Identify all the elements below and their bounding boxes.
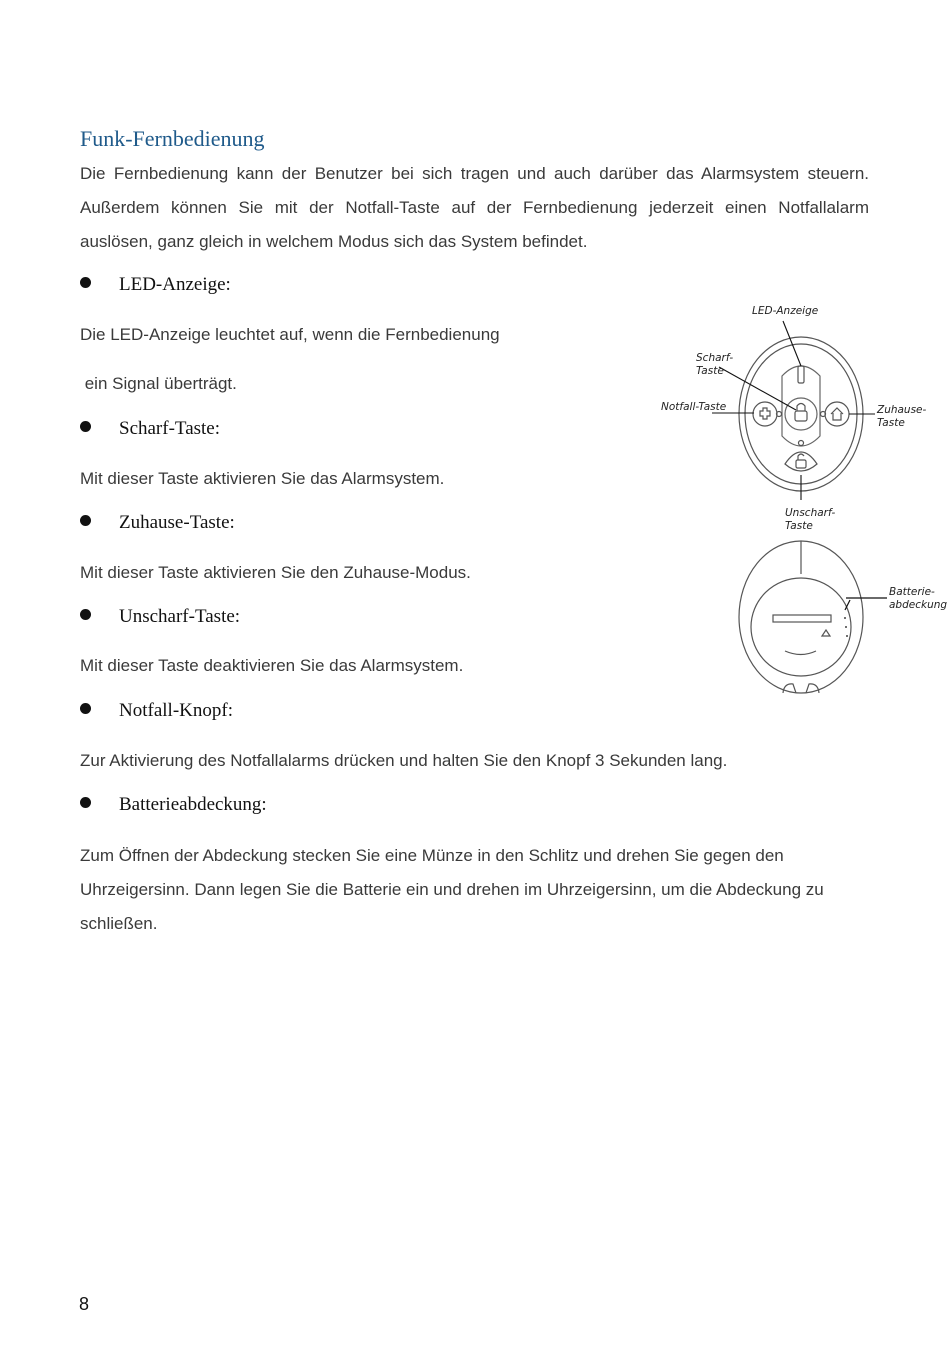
label-scharf-taste: Scharf- Taste	[696, 352, 734, 377]
notfall-text: Zur Aktivierung des Notfallalarms drücken und halten Sie den Knopf 3 Sekunden lang.	[80, 751, 728, 770]
intro-paragraph: Die Fernbedienung kann der Benutzer bei sich tragen und auch darüber das Alarmsystem steuern. Außerdem können Sie mit der Notfall-Taste auf der Fernbedienung jederzeit einen Notfallalarm auslösen, ganz gleich in welchem Modus sich das System befindet.	[80, 164, 869, 251]
label-zuhause-taste: Zuhause- Taste	[877, 404, 927, 429]
bullet-heading: Zuhause-Taste:	[119, 512, 235, 533]
page-title: Funk-Fernbedienung	[80, 126, 265, 151]
bullet-heading: Scharf-Taste:	[119, 418, 221, 439]
page-number: 8	[79, 1294, 90, 1314]
bullet-heading: LED-Anzeige:	[119, 274, 231, 295]
bullet-heading: Unscharf-Taste:	[119, 606, 241, 627]
scharf-text: Mit dieser Taste aktivieren Sie das Alarmsystem.	[80, 469, 445, 488]
label-notfall-taste: Notfall-Taste	[661, 401, 727, 413]
bullet-heading: Notfall-Knopf:	[119, 700, 233, 721]
label-batterieabdeckung: Batterie- abdeckung	[889, 586, 948, 611]
batterie-text: Zum Öffnen der Abdeckung stecken Sie eine Münze in den Schlitz und drehen Sie gegen den Uhrzeigersinn. Dann legen Sie die Batterie ein und drehen im Uhrzeigersinn, um die Abdeckung zu schließen.	[80, 846, 824, 933]
remote-back-view	[739, 541, 887, 693]
led-text-line-1: Die LED-Anzeige leuchtet auf, wenn die Fernbedienung	[80, 325, 500, 344]
callout-lines	[712, 321, 875, 500]
remote-front-view	[739, 337, 863, 491]
led-text-line-2: ein Signal überträgt.	[80, 374, 237, 393]
zuhause-text: Mit dieser Taste aktivieren Sie den Zuhause-Modus.	[80, 563, 471, 582]
unscharf-text: Mit dieser Taste deaktivieren Sie das Alarmsystem.	[80, 656, 464, 675]
label-led-anzeige: LED-Anzeige	[752, 305, 819, 317]
label-unscharf-taste: Unscharf- Taste	[785, 507, 836, 532]
bullet-heading: Batterieabdeckung:	[119, 794, 267, 815]
